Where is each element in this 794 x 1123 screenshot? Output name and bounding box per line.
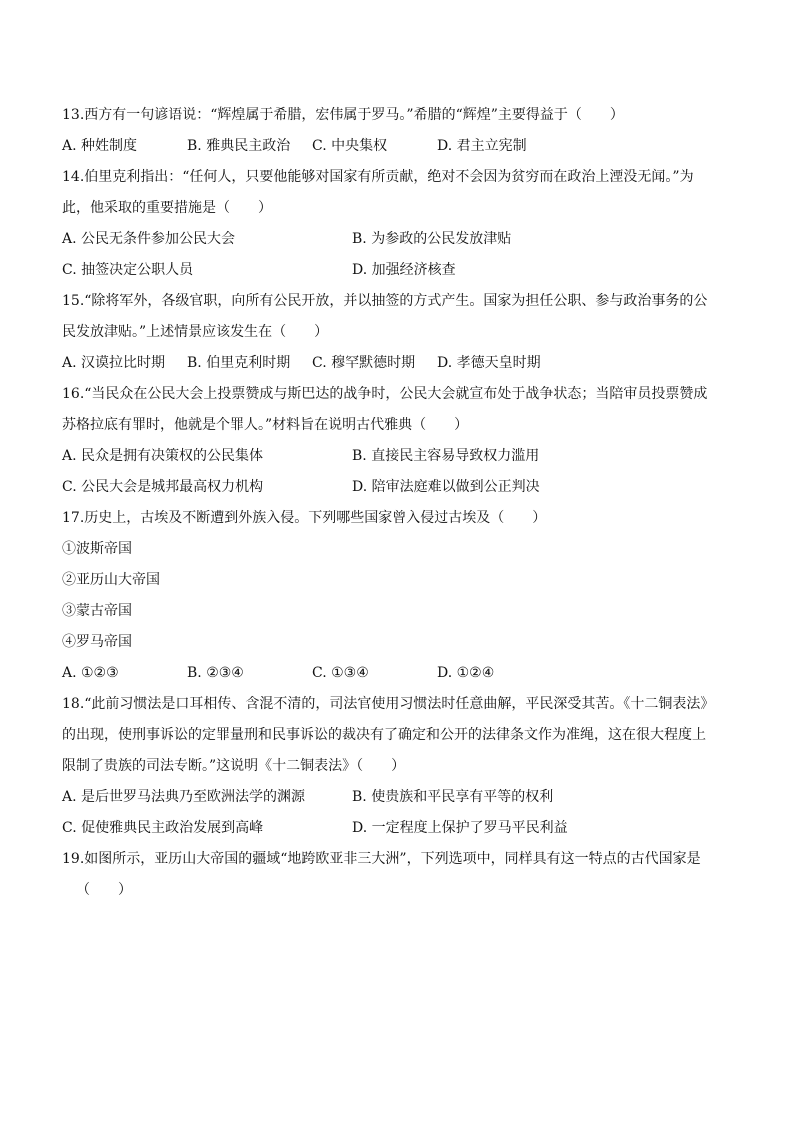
statement-1: ①波斯帝国 — [62, 541, 132, 557]
option-d: D. 加强经济核查 — [352, 262, 456, 278]
option-c: C. ①③④ — [312, 665, 369, 681]
question-stem-cont: 此，他采取的重要措施是（ ） — [62, 200, 272, 216]
question-stem-cont: 苏格拉底有罪时，他就是个罪人。”材料旨在说明古代雅典（ ） — [62, 417, 469, 433]
option-b: B. 使贵族和平民享有平等的权利 — [352, 789, 554, 805]
option-b: B. 雅典民主政治 — [187, 138, 291, 154]
option-d: D. 孝德天皇时期 — [437, 355, 541, 371]
option-c: C. 中央集权 — [312, 138, 388, 154]
question-stem: 19.如图所示，亚历山大帝国的疆域“地跨欧亚非三大洲”，下列选项中，同样具有这一特点的古代国家是 — [62, 851, 701, 867]
option-a: A. 是后世罗马法典乃至欧洲法学的渊源 — [62, 789, 306, 805]
question-13 — [62, 100, 732, 162]
question-stem-cont: 民发放津贴。”上述情景应该发生在（ ） — [62, 324, 329, 340]
option-c: C. 促使雅典民主政治发展到高峰 — [62, 820, 264, 836]
option-d: D. 陪审法庭难以做到公正判决 — [352, 479, 540, 495]
question-stem: 16.“当民众在公民大会上投票赞成与斯巴达的战争时，公民大会就宣布处于战争状态；当陪审员投票赞成 — [62, 386, 708, 402]
statement-4: ④罗马帝国 — [62, 634, 132, 650]
options-row — [62, 348, 732, 379]
question-stem: 14.伯里克利指出：“任何人，只要他能够对国家有所贡献，绝对不会因为贫穷而在政治上湮没无闻。”为 — [62, 169, 694, 185]
question-stem-cont: 的出现，使刑事诉讼的定罪量刑和民事诉讼的裁决有了确定和公开的法律条文作为准绳，这在很大程度上 — [62, 727, 706, 743]
option-d: D. ①②④ — [437, 665, 495, 681]
question-stem: 18.“此前习惯法是口耳相传、含混不清的，司法官使用习惯法时任意曲解，平民深受其苦。《十二铜表法》 — [62, 696, 715, 712]
option-d: D. 君主立宪制 — [437, 138, 527, 154]
option-a: A. 公民无条件参加公民大会 — [62, 231, 236, 247]
option-b: B. 伯里克利时期 — [187, 355, 291, 371]
question-stem: 13.西方有一句谚语说：“辉煌属于希腊，宏伟属于罗马。”希腊的“辉煌”主要得益于（ ） — [62, 107, 624, 123]
option-a: A. 汉谟拉比时期 — [62, 355, 166, 371]
question-stem: 15.“除将军外，各级官职，向所有公民开放，并以抽签的方式产生。国家为担任公职、参与政治事务的公 — [62, 293, 708, 309]
option-a: A. 种姓制度 — [62, 138, 138, 154]
options-row — [62, 224, 732, 255]
option-a: A. ①②③ — [62, 665, 119, 681]
option-d: D. 一定程度上保护了罗马平民利益 — [352, 820, 568, 836]
question-17 — [62, 503, 732, 689]
statement-3: ③蒙古帝国 — [62, 603, 132, 619]
options-row — [62, 441, 732, 472]
exam-page — [62, 100, 732, 906]
option-a: A. 民众是拥有决策权的公民集体 — [62, 448, 264, 464]
options-row — [62, 813, 732, 844]
option-c: C. 穆罕默德时期 — [312, 355, 416, 371]
option-c: C. 抽签决定公职人员 — [62, 262, 194, 278]
question-stem: 17.历史上，古埃及不断遭到外族入侵。下列哪些国家曾入侵过古埃及（ ） — [62, 510, 547, 526]
options-row — [62, 782, 732, 813]
option-b: B. ②③④ — [187, 665, 244, 681]
option-c: C. 公民大会是城邦最高权力机构 — [62, 479, 264, 495]
question-18 — [62, 689, 732, 844]
options-row — [62, 658, 732, 689]
question-stem-cont: （ ） — [76, 882, 132, 898]
question-16 — [62, 379, 732, 503]
statement-2: ②亚历山大帝国 — [62, 572, 160, 588]
options-row — [62, 131, 732, 162]
question-14 — [62, 162, 732, 286]
question-15 — [62, 286, 732, 379]
question-19 — [62, 844, 732, 906]
question-stem-cont: 限制了贵族的司法专断。”这说明《十二铜表法》（ ） — [62, 758, 406, 774]
option-b: B. 为参政的公民发放津贴 — [352, 231, 512, 247]
options-row — [62, 472, 732, 503]
options-row — [62, 255, 732, 286]
option-b: B. 直接民主容易导致权力滥用 — [352, 448, 540, 464]
